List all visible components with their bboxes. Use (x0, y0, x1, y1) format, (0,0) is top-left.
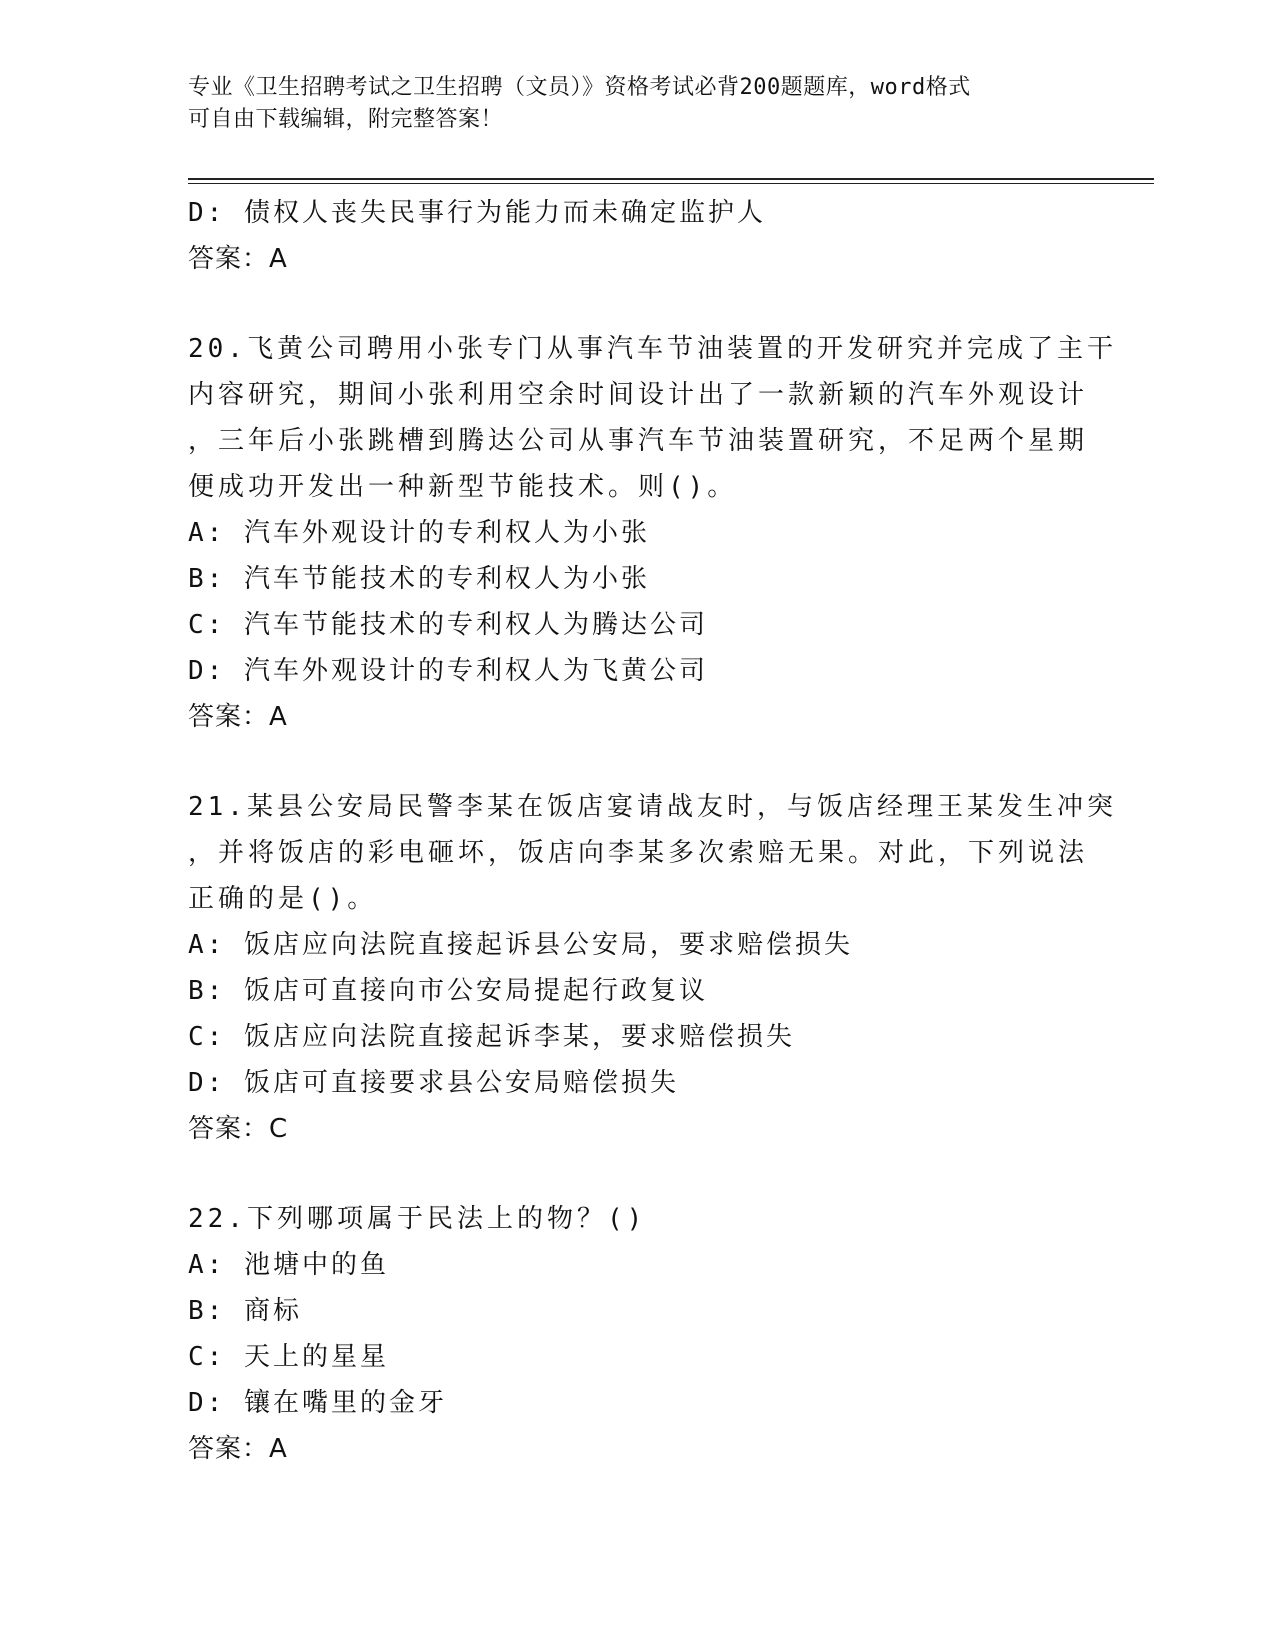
stem-line: 22.下列哪项属于民法上的物？() (188, 1204, 647, 1234)
option-b: B: 商标 (188, 1296, 302, 1326)
question-19-tail (188, 190, 1088, 282)
answer-label: 答案：C (188, 1114, 289, 1144)
question-22 (188, 1196, 1088, 1472)
option-d: D: 债权人丧失民事行为能力而未确定监护人 (188, 198, 766, 228)
option-a: A: 汽车外观设计的专利权人为小张 (188, 518, 650, 548)
option-a: A: 饭店应向法院直接起诉县公安局，要求赔偿损失 (188, 930, 853, 960)
option-d: D: 饭店可直接要求县公安局赔偿损失 (188, 1068, 679, 1098)
stem-line: 21.某县公安局民警李某在饭店宴请战友时，与饭店经理王某发生冲突 (188, 792, 1117, 822)
page-header (188, 72, 1088, 136)
option-c: C: 天上的星星 (188, 1342, 389, 1372)
question-stem (188, 784, 1117, 922)
header-line-1: 专业《卫生招聘考试之卫生招聘（文员）》资格考试必背200题题库，word格式 (188, 75, 971, 100)
question-stem (188, 1196, 1088, 1242)
question-stem (188, 326, 1117, 510)
answer-label: 答案：A (188, 1434, 288, 1464)
header-rule-thick (188, 178, 1154, 180)
header-rule-thin (188, 183, 1154, 184)
option-d: D: 镶在嘴里的金牙 (188, 1388, 447, 1418)
question-list (188, 190, 1117, 1472)
stem-line: 内容研究，期间小张利用空余时间设计出了一款新颖的汽车外观设计 (188, 380, 1089, 410)
question-20 (188, 326, 1117, 740)
option-b: B: 饭店可直接向市公安局提起行政复议 (188, 976, 708, 1006)
option-c: C: 饭店应向法院直接起诉李某，要求赔偿损失 (188, 1022, 795, 1052)
stem-line: 正确的是()。 (188, 884, 378, 914)
question-21 (188, 784, 1117, 1152)
stem-line: 便成功开发出一种新型节能技术。则()。 (188, 472, 738, 502)
answer-label: 答案：A (188, 702, 288, 732)
stem-line: ，并将饭店的彩电砸坏，饭店向李某多次索赔无果。对此，下列说法 (188, 838, 1089, 868)
option-a: A: 池塘中的鱼 (188, 1250, 389, 1280)
option-c: C: 汽车节能技术的专利权人为腾达公司 (188, 610, 708, 640)
answer-label: 答案：A (188, 244, 288, 274)
stem-line: 20.飞黄公司聘用小张专门从事汽车节油装置的开发研究并完成了主干 (188, 334, 1117, 364)
stem-line: ，三年后小张跳槽到腾达公司从事汽车节油装置研究，不足两个星期 (188, 426, 1089, 456)
option-b: B: 汽车节能技术的专利权人为小张 (188, 564, 650, 594)
header-line-2: 可自由下载编辑，附完整答案！ (188, 107, 504, 132)
option-d: D: 汽车外观设计的专利权人为飞黄公司 (188, 656, 708, 686)
